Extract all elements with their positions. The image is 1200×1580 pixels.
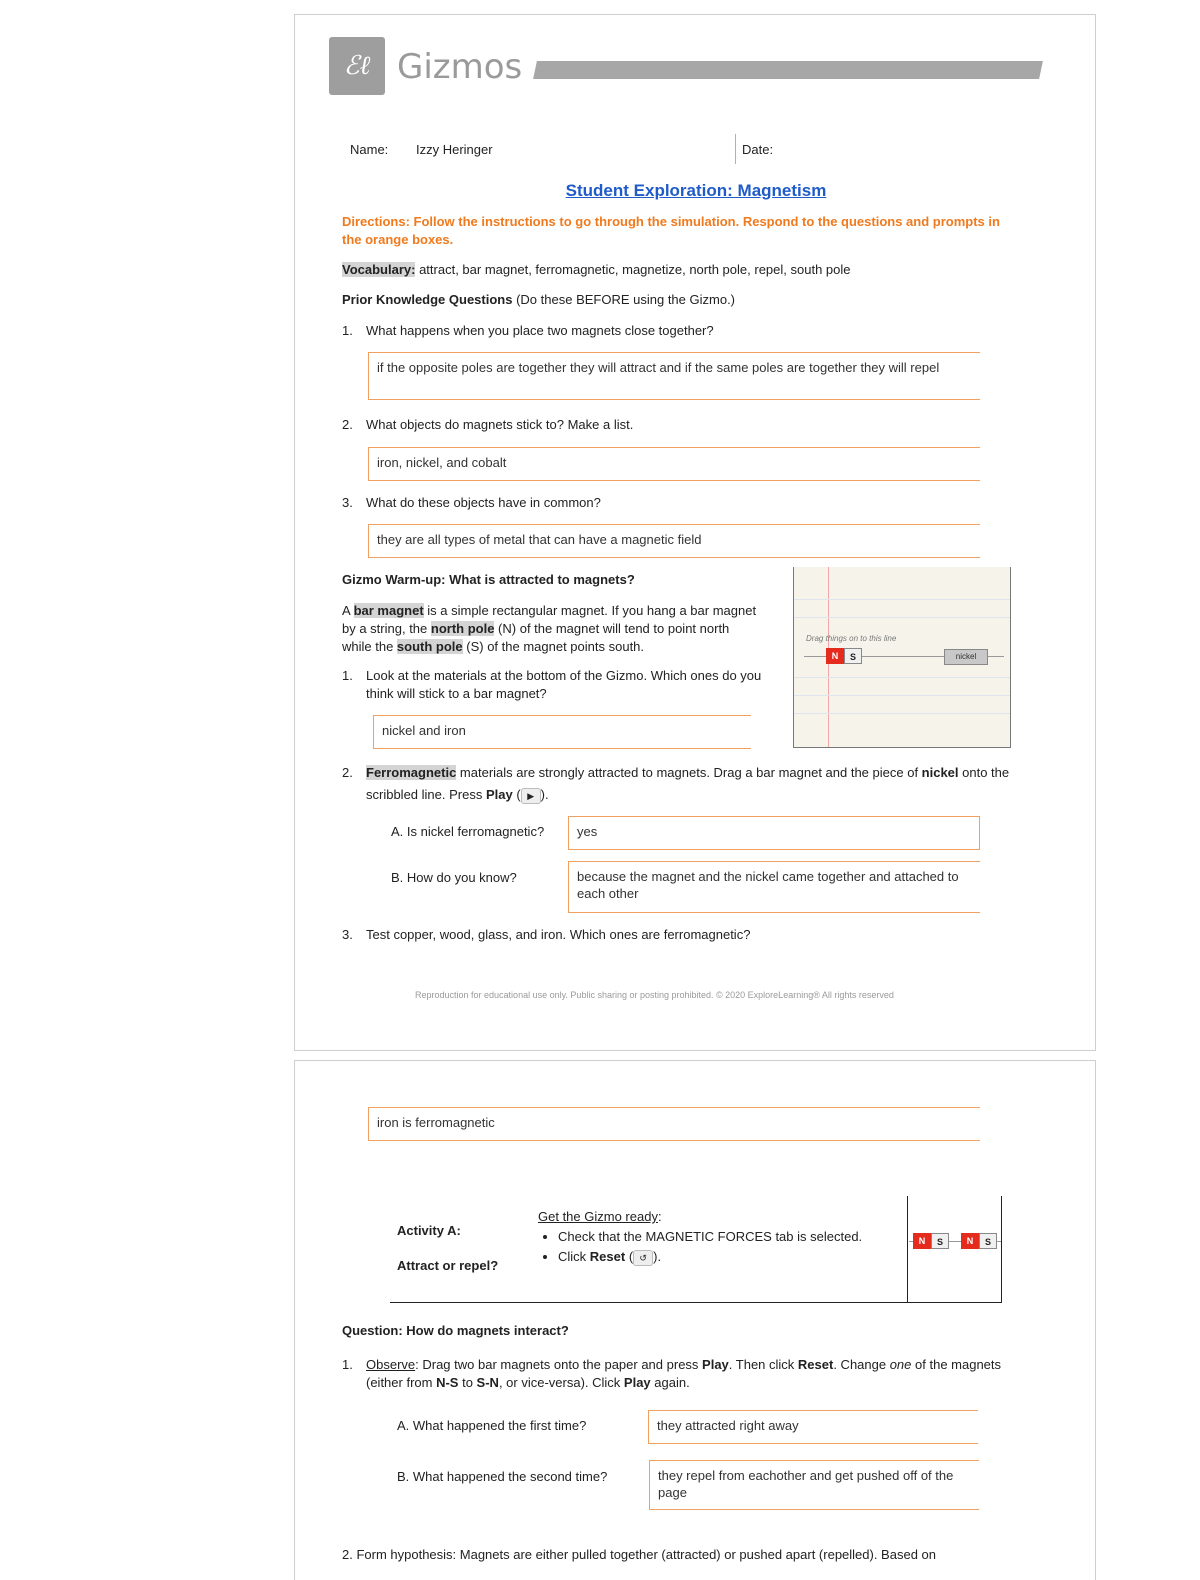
- prior-q1-answer[interactable]: if the opposite poles are together they will attract and if the same poles are together they will repel: [368, 352, 980, 400]
- ruled-line: [794, 617, 1010, 618]
- activity-divider: [907, 1196, 908, 1303]
- name-label: Name:: [350, 142, 389, 157]
- activity-qb-label: B. What happened the second time?: [397, 1469, 608, 1484]
- activity-qb-answer[interactable]: they repel from eachother and get pushed off of the page: [649, 1460, 979, 1510]
- document-page-1: [294, 14, 1096, 1051]
- warmup-heading: Gizmo Warm-up: What is attracted to magnets?: [342, 572, 635, 587]
- activity-qa-label: A. What happened the first time?: [397, 1418, 587, 1433]
- prior-q3: 3. What do these objects have in common?: [342, 495, 601, 510]
- directions: Directions: Follow the instructions to go through the simulation. Respond to the questions and prompts in the orange boxes.: [342, 214, 1000, 247]
- play-icon: ▶: [521, 788, 541, 804]
- gizmo-warmup-screenshot: [793, 567, 1011, 748]
- gizmos-logo-icon: ℰℓ: [329, 37, 385, 95]
- activity-qa-answer[interactable]: they attracted right away: [648, 1410, 978, 1444]
- warmup-q3: 3. Test copper, wood, glass, and iron. Which ones are ferromagnetic?: [342, 927, 751, 942]
- prior-q1: 1. What happens when you place two magnets close together?: [342, 323, 714, 338]
- warmup-intro: A bar magnet is a simple rectangular magnet. If you hang a bar magnet by a string, the north pole (N) of the magnet will tend to point north while the south pole (S) of the magnet points south.: [342, 603, 757, 654]
- ruled-line: [794, 599, 1010, 600]
- warmup-q1: 1. Look at the materials at the bottom of the Gizmo. Which ones do you think will stick to a bar magnet?: [342, 668, 762, 701]
- activity-question: Question: How do magnets interact?: [342, 1323, 569, 1338]
- warmup-q2a-label: A. Is nickel ferromagnetic?: [391, 824, 545, 839]
- header-bar: [533, 61, 1043, 79]
- activity-subtitle: Attract or repel?: [397, 1258, 499, 1273]
- warmup-q2a-answer[interactable]: yes: [568, 816, 980, 850]
- warmup-q2: 2. Ferromagnetic materials are strongly attracted to magnets. Drag a bar magnet and the piece of nickel onto the scribbled line. Press Play ( ▶ ).: [342, 765, 1010, 802]
- page-title: Student Exploration: Magnetism: [565, 181, 827, 200]
- reset-icon: ↺: [633, 1250, 653, 1266]
- ruled-line: [794, 695, 1010, 696]
- warmup-q3-answer[interactable]: iron is ferromagnetic: [368, 1107, 980, 1141]
- activity-q1: 1. Observe: Drag two bar magnets onto the paper and press Play. Then click Reset. Change one of the magnets (either from N-S to S-N, or vice-versa). Click Play again.: [342, 1357, 1002, 1390]
- bar-magnet: N S: [913, 1233, 949, 1249]
- warmup-q2b-label: B. How do you know?: [391, 870, 517, 885]
- gizmo-caption: Drag things on to this line: [806, 634, 897, 643]
- prior-q2-answer[interactable]: iron, nickel, and cobalt: [368, 447, 980, 481]
- date-divider: [735, 134, 736, 164]
- bar-magnet: N S: [961, 1233, 997, 1249]
- name-value[interactable]: Izzy Heringer: [416, 142, 493, 157]
- page-footer: Reproduction for educational use only. Public sharing or posting prohibited. © 2020 ExploreLearning® All rights reserved: [415, 990, 894, 1000]
- vocabulary-text: attract, bar magnet, ferromagnetic, magnetize, north pole, repel, south pole: [419, 262, 851, 277]
- date-label: Date:: [742, 142, 774, 157]
- activity-rule: [390, 1302, 1002, 1303]
- ruled-line: [794, 713, 1010, 714]
- activity-q2-partial: 2. Form hypothesis: Magnets are either pulled together (attracted) or pushed apart (repelled). Based on: [342, 1547, 936, 1562]
- document-page-2: [294, 1060, 1096, 1580]
- prior-q3-answer[interactable]: they are all types of metal that can have a magnetic field: [368, 524, 980, 558]
- prior-q2: 2. What objects do magnets stick to? Make a list.: [342, 417, 634, 432]
- nickel-piece[interactable]: nickel: [944, 649, 988, 665]
- warmup-q1-answer[interactable]: nickel and iron: [373, 715, 751, 749]
- vocabulary: [342, 262, 850, 277]
- brand-name: Gizmos: [397, 47, 523, 87]
- warmup-q2b-answer[interactable]: because the magnet and the nickel came together and attached to each other: [568, 861, 980, 913]
- bar-magnet[interactable]: N S: [826, 648, 862, 664]
- instruction-item: • Check that the MAGNETIC FORCES tab is selected.: [558, 1228, 868, 1246]
- prior-heading: Prior Knowledge Questions (Do these BEFORE using the Gizmo.): [342, 292, 736, 307]
- instruction-item: • Click Reset ( ↺ ).: [558, 1248, 868, 1266]
- activity-border: [1001, 1196, 1002, 1303]
- vocabulary-label: Vocabulary:: [342, 262, 416, 277]
- gizmo-magnets-thumbnail: [909, 1233, 1001, 1249]
- ruled-line: [794, 677, 1010, 678]
- activity-title: Activity A:: [397, 1223, 461, 1238]
- activity-instructions: Get the Gizmo ready: • Check that the MAGNETIC FORCES tab is selected. • Click Reset ( ↺ ).: [538, 1208, 868, 1268]
